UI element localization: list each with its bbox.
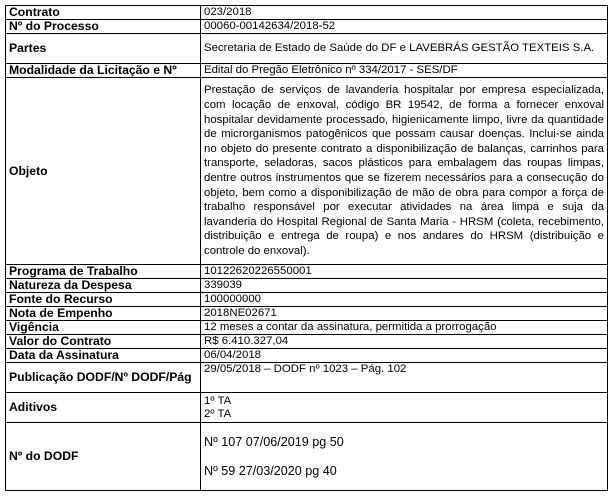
label-natureza: Natureza da Despesa [6,279,201,293]
value-modalidade: Edital do Pregão Eletrônico nº 334/2017 - SES/DF [201,64,608,78]
value-dodf [201,423,608,491]
table-row-assinatura [6,349,608,363]
table-row-fonte [6,293,608,307]
value-valor: R$ 6.410.327,04 [201,335,608,349]
table-row-empenho [6,307,608,321]
table-row-programa [6,265,608,279]
value-natureza: 339039 [201,279,608,293]
label-publicacao: Publicação DODF/Nº DODF/Pág [6,363,201,393]
label-contrato: Contrato [6,6,201,20]
label-partes: Partes [6,34,201,64]
contract-summary-table [5,5,608,491]
label-objeto: Objeto [6,78,201,265]
table-row-partes [6,34,608,64]
label-assinatura: Data da Assinatura [6,349,201,363]
table-row-natureza [6,279,608,293]
value-assinatura: 06/04/2018 [201,349,608,363]
value-publicacao: 29/05/2018 – DODF nº 1023 – Pág. 102 [201,363,608,393]
table-row-aditivos [6,393,608,423]
value-aditivos: 1º TA 2º TA [201,393,608,423]
label-processo: Nº do Processo [6,20,201,34]
label-empenho: Nota de Empenho [6,307,201,321]
value-processo: 00060-00142634/2018-52 [201,20,608,34]
dodf-entry-1: Nº 107 07/06/2019 pg 50 [204,435,344,449]
table-row-modalidade [6,64,608,78]
label-programa: Programa de Trabalho [6,265,201,279]
label-modalidade: Modalidade da Licitação e Nº [6,64,201,78]
value-vigencia: 12 meses a contar da assinatura, permitida a prorrogação [201,321,608,335]
table-row-valor [6,335,608,349]
table-row-contrato [6,6,608,20]
label-aditivos: Aditivos [6,393,201,423]
dodf-entry-2: Nº 59 27/03/2020 pg 40 [204,464,337,478]
label-valor: Valor do Contrato [6,335,201,349]
table-row-dodf [6,423,608,491]
value-fonte: 100000000 [201,293,608,307]
value-programa: 10122620226550001 [201,265,608,279]
dodf-spacer [204,449,604,464]
label-dodf: Nº do DODF [6,423,201,491]
value-contrato: 023/2018 [201,6,608,20]
table-row-publicacao [6,363,608,393]
table-row-vigencia [6,321,608,335]
value-empenho: 2018NE02671 [201,307,608,321]
table-row-objeto [6,78,608,265]
table-row-processo [6,20,608,34]
label-fonte: Fonte do Recurso [6,293,201,307]
value-partes: Secretaria de Estado de Saúde do DF e LAVEBRÁS GESTÃO TEXTEIS S.A. [201,34,608,64]
value-objeto: Prestação de serviços de lavanderia hospitalar por empresa especializada, com locação de enxoval, código BR 19542, de forma a fornecer enxoval hospitalar devidamente processado, higienicamente limpo, livre da quantidade de microrganismos patogênicos que possam causar doenças. Inclui-se ainda no objeto do presente contrato a disponibilização de balanças, carrinhos para transporte, seladoras, sacos plásticos para embalagem das roupas limpas, dentre outros instrumentos que se fizerem necessários para a consecução do objeto, bem como a disponibilização de mão de obra para compor a força de trabalho responsável por executar atividades na área limpa e suja da lavanderia do Hospital Regional de Santa Maria - HRSM (coleta, recebimento, distribuição e entrega de roupa) e nos andares do HRSM (distribuição e controle do enxoval). [201,78,608,265]
label-vigencia: Vigência [6,321,201,335]
